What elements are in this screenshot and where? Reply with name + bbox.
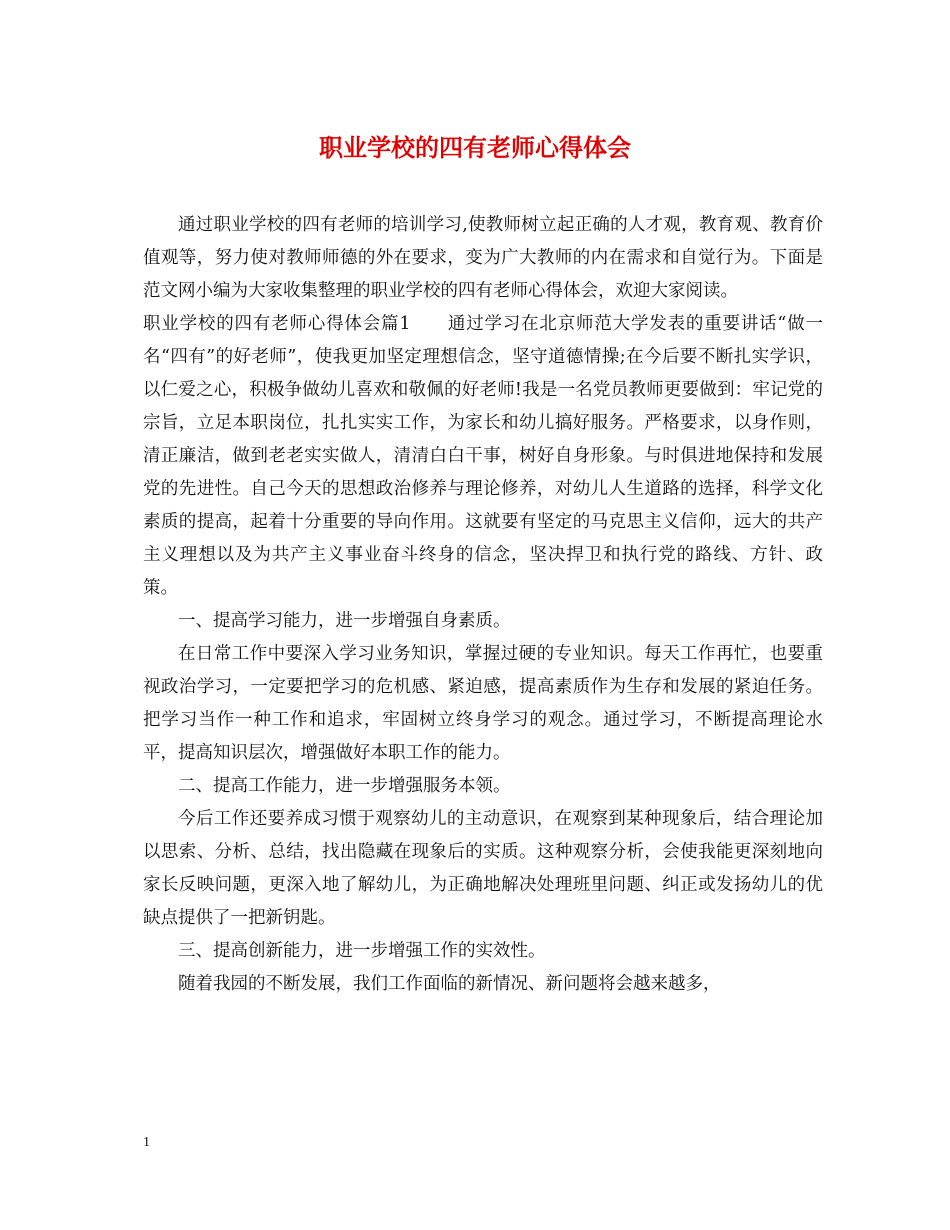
section-paragraph-1: 职业学校的四有老师心得体会篇1 通过学习在北京师范大学发表的重要讲话“做一名“四有”的好老师”，使我更加坚定理想信念，坚守道德情操;在今后要不断扎实学识，以仁爱之心，积极争做幼儿喜欢和敬佩的好老师!我是一名党员教师更要做到：牢记党的宗旨，立足本职岗位，扎扎实实工作，为家长和幼儿搞好服务。严格要求，以身作则，清正廉洁，做到老老实实做人，清清白白干事，树好自身形象。与时俱进地保持和发展党的先进性。自己今天的思想政治修养与理论修养，对幼儿人生道路的选择，科学文化素质的提高，起着十分重要的导向作用。这就要有坚定的马克思主义信仰，远大的共产主义理想以及为共产主义事业奋斗终身的信念，坚决捍卫和执行党的路线、方针、政策。 [143,314,823,598]
document-title: 职业学校的四有老师心得体会 [319,134,631,162]
paragraph-innovation: 随着我园的不断发展，我们工作面临的新情况、新问题将会越来越多， [178,974,721,994]
heading-work-ability: 二、提高工作能力，进一步增强服务本领。 [178,776,511,796]
document-body [143,209,823,1001]
paragraph-work: 今后工作还要养成习惯于观察幼儿的主动意识，在观察到某种现象后，结合理论加以思索、分析、总结，找出隐藏在现象后的实质。这种观察分析，会使我能更深刻地向家长反映问题，更深入地了解幼儿，为正确地解决处理班里问题、纠正或发扬幼儿的优缺点提供了一把新钥匙。 [143,809,823,928]
paragraph-study: 在日常工作中要深入学习业务知识，掌握过硬的专业知识。每天工作再忙，也要重视政治学习，一定要把学习的危机感、紧迫感，提高素质作为生存和发展的紧迫任务。把学习当作一种工作和追求，牢固树立终身学习的观念。通过学习，不断提高理论水平，提高知识层次，增强做好本职工作的能力。 [143,644,823,763]
page-number: 1 [143,1135,150,1150]
heading-innovation-ability: 三、提高创新能力，进一步增强工作的实效性。 [178,941,546,961]
intro-paragraph: 通过职业学校的四有老师的培训学习,使教师树立起正确的人才观，教育观、教育价值观等，努力使对教师师德的外在要求，变为广大教师的内在需求和自觉行为。下面是范文网小编为大家收集整理的职业学校的四有老师心得体会，欢迎大家阅读。 [143,215,823,301]
heading-study-ability: 一、提高学习能力，进一步增强自身素质。 [178,611,511,631]
